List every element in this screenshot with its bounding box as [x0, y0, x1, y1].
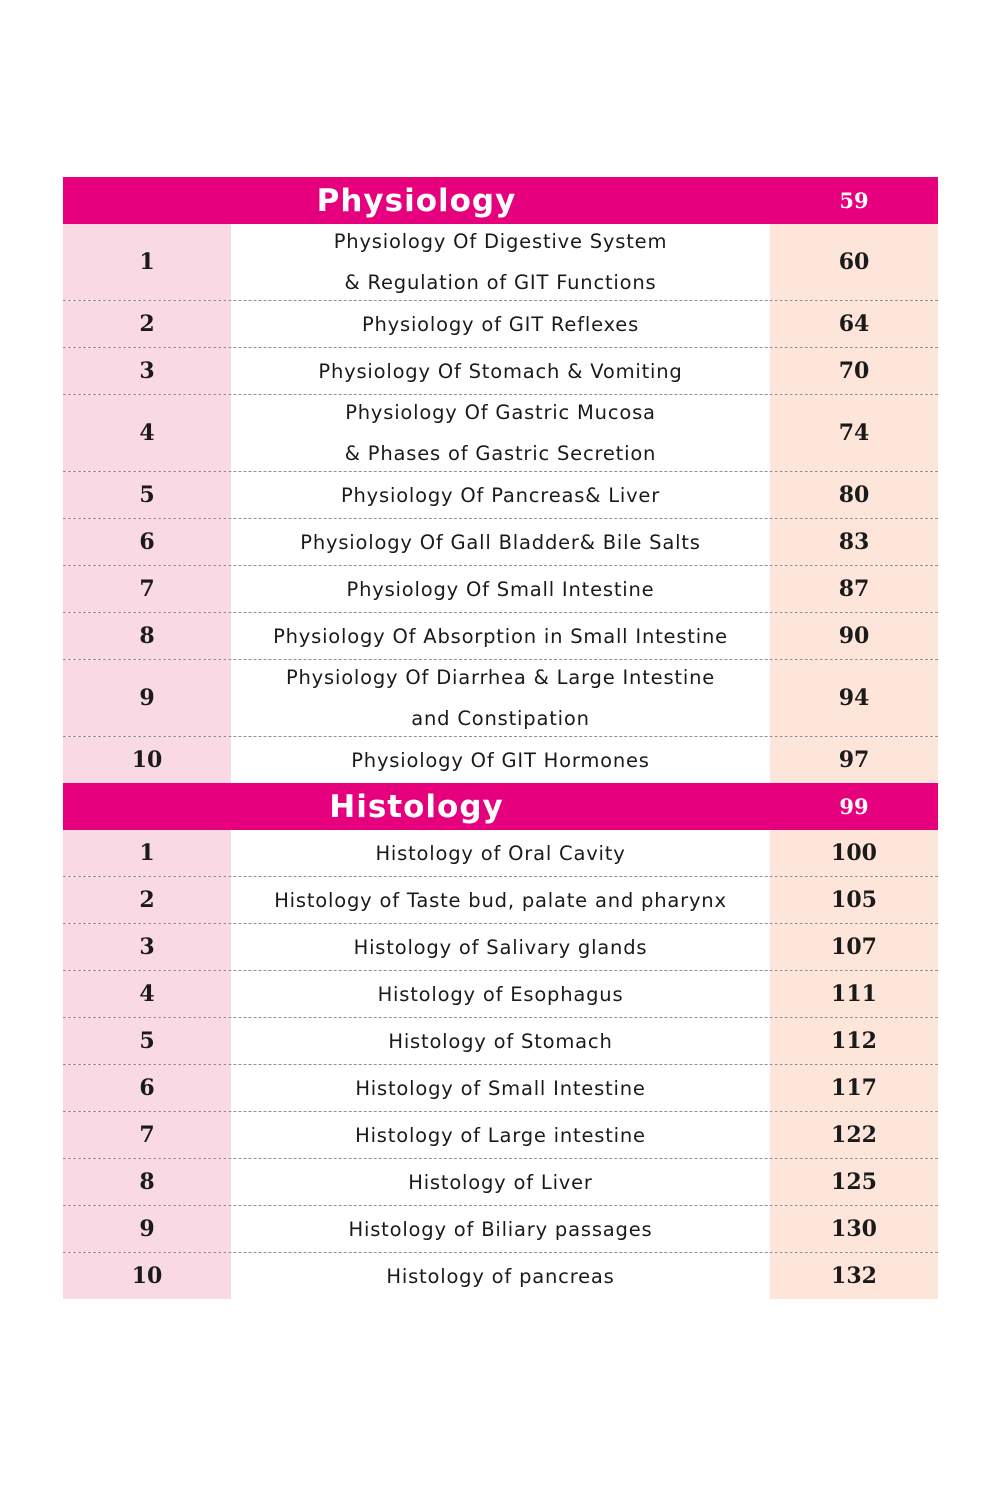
- section-title: Physiology: [316, 182, 517, 219]
- chapter-page-number: 107: [770, 924, 938, 970]
- chapter-page-number: 132: [770, 1253, 938, 1299]
- toc-row: [63, 224, 938, 300]
- chapter-title: [231, 566, 770, 612]
- chapter-page-number: 74: [770, 395, 938, 471]
- chapter-page-number: 94: [770, 660, 938, 736]
- toc-row: [63, 830, 938, 876]
- chapter-number: 9: [63, 1206, 231, 1252]
- chapter-title: [231, 1253, 770, 1299]
- chapter-title-line: Histology of Esophagus: [377, 982, 624, 1006]
- toc-row: [63, 1158, 938, 1205]
- chapter-number: 3: [63, 348, 231, 394]
- chapter-number: 2: [63, 877, 231, 923]
- chapter-title-line: Histology of Small Intestine: [355, 1076, 646, 1100]
- chapter-title-line: Physiology Of Digestive System: [333, 230, 668, 253]
- chapter-title-line: Histology of Biliary passages: [348, 1217, 653, 1241]
- toc-row: [63, 1064, 938, 1111]
- chapter-number: 6: [63, 1065, 231, 1111]
- chapter-page-number: 64: [770, 301, 938, 347]
- chapter-title-line: & Regulation of GIT Functions: [344, 271, 657, 294]
- chapter-title: [231, 971, 770, 1017]
- section-page-number: 59: [839, 188, 869, 213]
- section-title: Histology: [329, 788, 504, 825]
- chapter-title: [231, 1159, 770, 1205]
- section-header: [63, 783, 938, 830]
- chapter-title: [231, 660, 770, 736]
- toc-row: [63, 300, 938, 347]
- chapter-title: [231, 1206, 770, 1252]
- chapter-title: [231, 395, 770, 471]
- chapter-page-number: 60: [770, 224, 938, 300]
- chapter-title: [231, 877, 770, 923]
- chapter-title-line: & Phases of Gastric Secretion: [344, 442, 657, 465]
- chapter-number: 4: [63, 971, 231, 1017]
- chapter-number: 5: [63, 472, 231, 518]
- chapter-page-number: 105: [770, 877, 938, 923]
- chapter-page-number: 97: [770, 737, 938, 783]
- table-of-contents: [63, 177, 938, 1299]
- chapter-title-line: Physiology Of Absorption in Small Intestine: [273, 624, 728, 648]
- chapter-number: 2: [63, 301, 231, 347]
- chapter-number: 10: [63, 1253, 231, 1299]
- section-header: [63, 177, 938, 224]
- chapter-page-number: 112: [770, 1018, 938, 1064]
- chapter-title-line: Physiology Of Small Intestine: [346, 577, 655, 601]
- chapter-title-line: and Constipation: [411, 707, 590, 730]
- chapter-page-number: 117: [770, 1065, 938, 1111]
- chapter-title: [231, 224, 770, 300]
- chapter-page-number: 80: [770, 472, 938, 518]
- chapter-page-number: 111: [770, 971, 938, 1017]
- chapter-title: [231, 1065, 770, 1111]
- chapter-title: [231, 348, 770, 394]
- toc-row: [63, 1017, 938, 1064]
- toc-row: [63, 970, 938, 1017]
- toc-row: [63, 1205, 938, 1252]
- toc-row: [63, 471, 938, 518]
- toc-row: [63, 876, 938, 923]
- chapter-title-line: Physiology Of Diarrhea & Large Intestine: [285, 666, 716, 689]
- chapter-title: [231, 830, 770, 876]
- toc-row: [63, 923, 938, 970]
- chapter-title-line: Physiology Of Pancreas& Liver: [340, 483, 661, 507]
- chapter-title-line: Physiology Of GIT Hormones: [351, 748, 650, 772]
- chapter-number: 4: [63, 395, 231, 471]
- chapter-title: [231, 301, 770, 347]
- chapter-page-number: 122: [770, 1112, 938, 1158]
- toc-row: [63, 736, 938, 783]
- chapter-title: [231, 519, 770, 565]
- chapter-number: 10: [63, 737, 231, 783]
- chapter-title: [231, 1112, 770, 1158]
- chapter-number: 1: [63, 830, 231, 876]
- chapter-title-line: Histology of pancreas: [386, 1264, 615, 1288]
- chapter-number: 7: [63, 1112, 231, 1158]
- chapter-title: [231, 924, 770, 970]
- chapter-number: 8: [63, 1159, 231, 1205]
- chapter-page-number: 87: [770, 566, 938, 612]
- chapter-page-number: 90: [770, 613, 938, 659]
- chapter-page-number: 70: [770, 348, 938, 394]
- chapter-number: 7: [63, 566, 231, 612]
- chapter-title: [231, 1018, 770, 1064]
- toc-row: [63, 1111, 938, 1158]
- chapter-page-number: 100: [770, 830, 938, 876]
- chapter-title-line: Physiology of GIT Reflexes: [361, 312, 640, 336]
- chapter-number: 8: [63, 613, 231, 659]
- chapter-title: [231, 472, 770, 518]
- chapter-page-number: 83: [770, 519, 938, 565]
- chapter-title-line: Histology of Oral Cavity: [375, 841, 626, 865]
- chapter-number: 5: [63, 1018, 231, 1064]
- toc-row: [63, 659, 938, 736]
- chapter-number: 6: [63, 519, 231, 565]
- toc-row: [63, 612, 938, 659]
- chapter-title-line: Histology of Large intestine: [355, 1123, 646, 1147]
- chapter-title: [231, 737, 770, 783]
- chapter-title-line: Physiology Of Gall Bladder& Bile Salts: [300, 530, 701, 554]
- toc-row: [63, 347, 938, 394]
- chapter-number: 9: [63, 660, 231, 736]
- toc-row: [63, 1252, 938, 1299]
- chapter-number: 3: [63, 924, 231, 970]
- toc-row: [63, 518, 938, 565]
- section-page-number: 99: [839, 794, 869, 819]
- chapter-title-line: Physiology Of Gastric Mucosa: [345, 401, 656, 424]
- chapter-page-number: 130: [770, 1206, 938, 1252]
- chapter-title: [231, 613, 770, 659]
- chapter-page-number: 125: [770, 1159, 938, 1205]
- chapter-title-line: Physiology Of Stomach & Vomiting: [318, 359, 683, 383]
- toc-row: [63, 394, 938, 471]
- chapter-title-line: Histology of Stomach: [388, 1029, 613, 1053]
- chapter-title-line: Histology of Salivary glands: [353, 935, 648, 959]
- toc-row: [63, 565, 938, 612]
- chapter-title-line: Histology of Taste bud, palate and pharynx: [274, 888, 727, 912]
- chapter-title-line: Histology of Liver: [408, 1170, 593, 1194]
- chapter-number: 1: [63, 224, 231, 300]
